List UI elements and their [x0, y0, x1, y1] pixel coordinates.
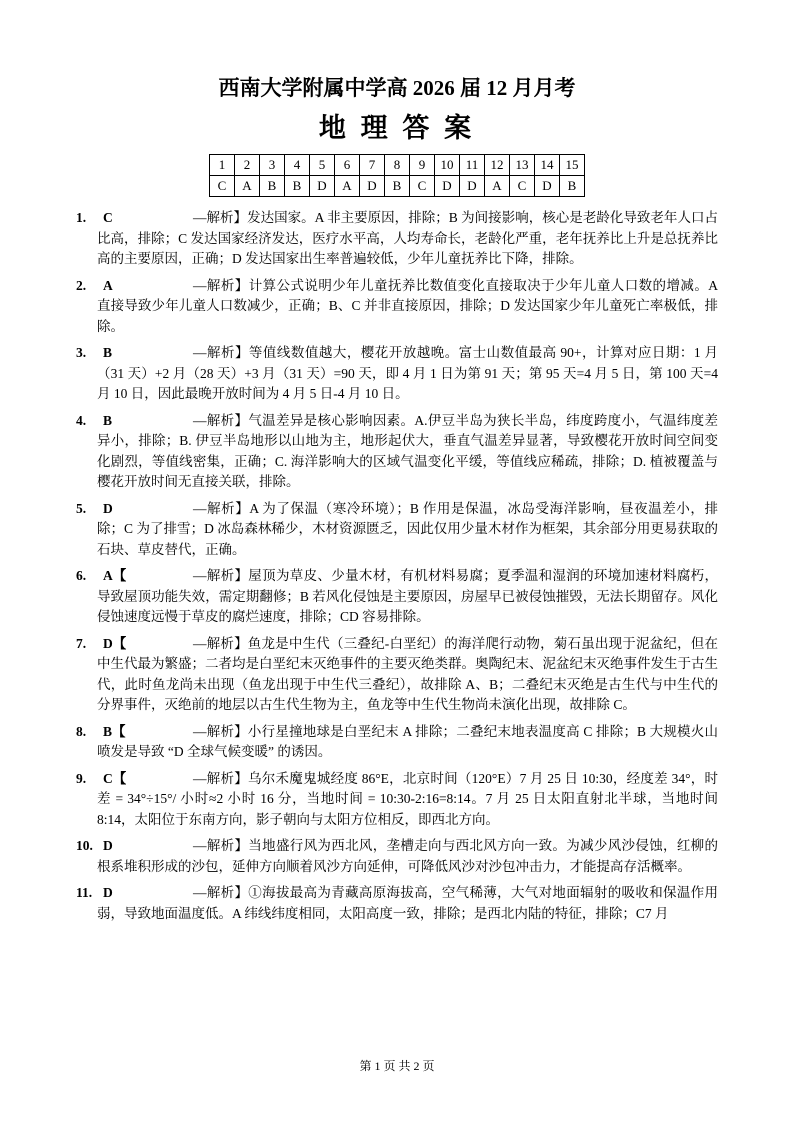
- item-answer: A【: [103, 568, 127, 583]
- item-answer: B: [103, 345, 113, 360]
- answer-number-cell: 12: [485, 155, 510, 176]
- answer-letter-cell: A: [335, 176, 360, 197]
- answer-letter-cell: C: [510, 176, 535, 197]
- answer-number-cell: 5: [310, 155, 335, 176]
- answer-number-cell: 11: [460, 155, 485, 176]
- item-number: 7.: [76, 635, 87, 651]
- explanation-item: [76, 411, 718, 493]
- answer-number-cell: 14: [535, 155, 560, 176]
- answer-number-cell: 9: [410, 155, 435, 176]
- item-answer: C【: [103, 770, 127, 786]
- explanation-item: [76, 208, 718, 270]
- item-number: 11.: [76, 885, 93, 900]
- item-text: —解析】计算公式说明少年儿童抚养比数值变化直接取决于少年儿童人口数的增减。A 直接导致少年儿童人口数减少，正确；B、C 并非直接原因，排除；D 发达国家少年儿童死亡率极低，排除。: [97, 277, 718, 334]
- answer-number-cell: 4: [285, 155, 310, 176]
- answer-key-table: [209, 154, 585, 197]
- item-answer: C: [103, 210, 113, 225]
- explanation-item: [76, 722, 718, 763]
- answer-number-cell: 13: [510, 155, 535, 176]
- item-number: 5.: [76, 500, 87, 516]
- item-text: —解析】当地盛行风为西北风，垄槽走向与西北风方向一致。为减少风沙侵蚀，红柳的根系堆积形成的沙包，延伸方向顺着风沙方向延伸，可降低风沙对沙包冲击力，才能提高存活概率。: [97, 838, 718, 874]
- answer-number-cell: 15: [560, 155, 585, 176]
- item-number: 1.: [76, 210, 87, 225]
- item-text: —解析】气温差异是核心影响因素。A.伊豆半岛为狭长半岛，纬度跨度小，气温纬度差异小，排除；B. 伊豆半岛地形以山地为主，地形起伏大，垂直气温差异显著，导致樱花开放时间空间变化剧烈，等值线密集，正确；C. 海洋影响大的区域气温变化平缓，等值线应稀疏，排除；D. 植被覆盖与樱花开放时间无直接关联，排除。: [97, 412, 718, 489]
- item-number: 4.: [76, 412, 87, 428]
- answer-number-cell: 8: [385, 155, 410, 176]
- answer-letter-row: [210, 176, 585, 197]
- answer-letter-cell: D: [435, 176, 460, 197]
- answer-letter-cell: C: [210, 176, 235, 197]
- answer-number-cell: 3: [260, 155, 285, 176]
- explanation-item: [76, 343, 718, 405]
- item-text: —解析】小行星撞地球是白垩纪末 A 排除；二叠纪末地表温度高 C 排除；B 大规模火山喷发是导致 “D 全球气候变暖” 的诱因。: [97, 723, 718, 759]
- item-text: —解析】等值线数值越大，樱花开放越晚。富士山数值最高 90+，计算对应日期：1 月（31 天）+2 月（28 天）+3 月（31 天）=90 天，即 4 月 1 日为第 91 天；第 95 天=4 月 5 日，第 100 天=4 月 10 日，因此最晚开放时间为 4 月 5 日-4 月 10 日。: [97, 345, 718, 401]
- explanation-item: [76, 769, 718, 831]
- explanation-list: [0, 208, 794, 924]
- item-answer: D: [103, 885, 113, 900]
- answer-letter-cell: B: [560, 176, 585, 197]
- item-number: 2.: [76, 277, 87, 293]
- answer-letter-cell: A: [485, 176, 510, 197]
- answer-number-row: [210, 155, 585, 176]
- item-number: 8.: [76, 723, 87, 739]
- item-text: —解析】①海拔最高为青藏高原海拔高，空气稀薄，大气对地面辐射的吸收和保温作用弱，导致地面温度低。A 纬线纬度相同，太阳高度一致，排除；是西北内陆的特征，排除；C7 月: [97, 885, 718, 921]
- answer-letter-cell: B: [385, 176, 410, 197]
- explanation-item: [76, 499, 718, 561]
- item-answer: D: [103, 838, 113, 853]
- answer-letter-cell: B: [285, 176, 310, 197]
- item-answer: B: [103, 412, 113, 428]
- explanation-item: [76, 566, 718, 628]
- answer-number-cell: 2: [235, 155, 260, 176]
- item-answer: D【: [103, 635, 127, 651]
- item-text: —解析】A 为了保温（寒冷环境）；B 作用是保温，冰岛受海洋影响，昼夜温差小，排除；C 为了排雪；D 冰岛森林稀少，木材资源匮乏，因此仅用少量木材作为框架，其余部分用更易获取的石块、草皮替代，正确。: [97, 500, 718, 557]
- item-text: —解析】发达国家。A 非主要原因，排除；B 为间接影响，核心是老龄化导致老年人口占比高，排除；C 发达国家经济发达，医疗水平高，人均寿命长，老龄化严重，老年抚养比上升是总抚养比高的主要原因，正确；D 发达国家出生率普遍较低，少年儿童抚养比下降，排除。: [97, 210, 718, 266]
- answers-title: 地 理 答 案: [318, 113, 476, 143]
- item-text: —解析】鱼龙是中生代（三叠纪-白垩纪）的海洋爬行动物，菊石虽出现于泥盆纪，但在中生代最为繁盛；二者均是白垩纪末灭绝事件的主要灭绝类群。奥陶纪末、泥盆纪末灭绝事件发生于古生代，此时鱼龙尚未出现（鱼龙出现于中生代三叠纪），故排除 A、B；二叠纪末灭绝是古生代与中生代的分界事件，灭绝前的地层以古生代生物为主，鱼龙等中生代生物尚未演化出现，故排除 C。: [97, 635, 718, 712]
- answer-letter-cell: D: [360, 176, 385, 197]
- item-number: 10.: [76, 838, 93, 853]
- item-answer: B【: [103, 723, 126, 739]
- answer-number-cell: 7: [360, 155, 385, 176]
- answer-number-cell: 10: [435, 155, 460, 176]
- answer-letter-cell: B: [260, 176, 285, 197]
- answer-number-cell: 6: [335, 155, 360, 176]
- item-text: —解析】屋顶为草皮、少量木材，有机材料易腐；夏季温和湿润的环境加速材料腐朽，导致屋顶功能失效，需定期翻修；B 若风化侵蚀是主要原因，房屋早已被侵蚀摧毁，无法长期留存。风化侵蚀速度远慢于草皮的腐烂速度，排除；CD 容易排除。: [97, 568, 718, 624]
- page-footer: 第 1 页 共 2 页: [359, 1059, 435, 1073]
- explanation-item: [76, 276, 718, 338]
- answer-letter-cell: D: [460, 176, 485, 197]
- item-number: 6.: [76, 568, 87, 583]
- item-answer: D: [103, 500, 113, 516]
- item-text: —解析】乌尔禾魔鬼城经度 86°E，北京时间（120°E）7 月 25 日 10:30，经度差 34°，时差 = 34°÷15°/ 小时≈2 小时 16 分，当地时间 = 10:30-2:16=8:14。7 月 25 日太阳直射北半球，当地时间 8:14，太阳位于东南方向，影子朝向与太阳方位相反，即西北方向。: [97, 770, 718, 827]
- answer-letter-cell: C: [410, 176, 435, 197]
- item-number: 9.: [76, 770, 87, 786]
- answer-letter-cell: A: [235, 176, 260, 197]
- answer-letter-cell: D: [310, 176, 335, 197]
- item-number: 3.: [76, 345, 87, 360]
- answer-key-table-wrap: [0, 154, 794, 197]
- answer-number-cell: 1: [210, 155, 235, 176]
- exam-title: 西南大学附属中学高 2026 届 12 月月考: [218, 76, 576, 100]
- answer-letter-cell: D: [535, 176, 560, 197]
- item-answer: A: [103, 277, 113, 293]
- explanation-item: [76, 836, 718, 877]
- explanation-item: [76, 634, 718, 716]
- explanation-item: [76, 883, 718, 924]
